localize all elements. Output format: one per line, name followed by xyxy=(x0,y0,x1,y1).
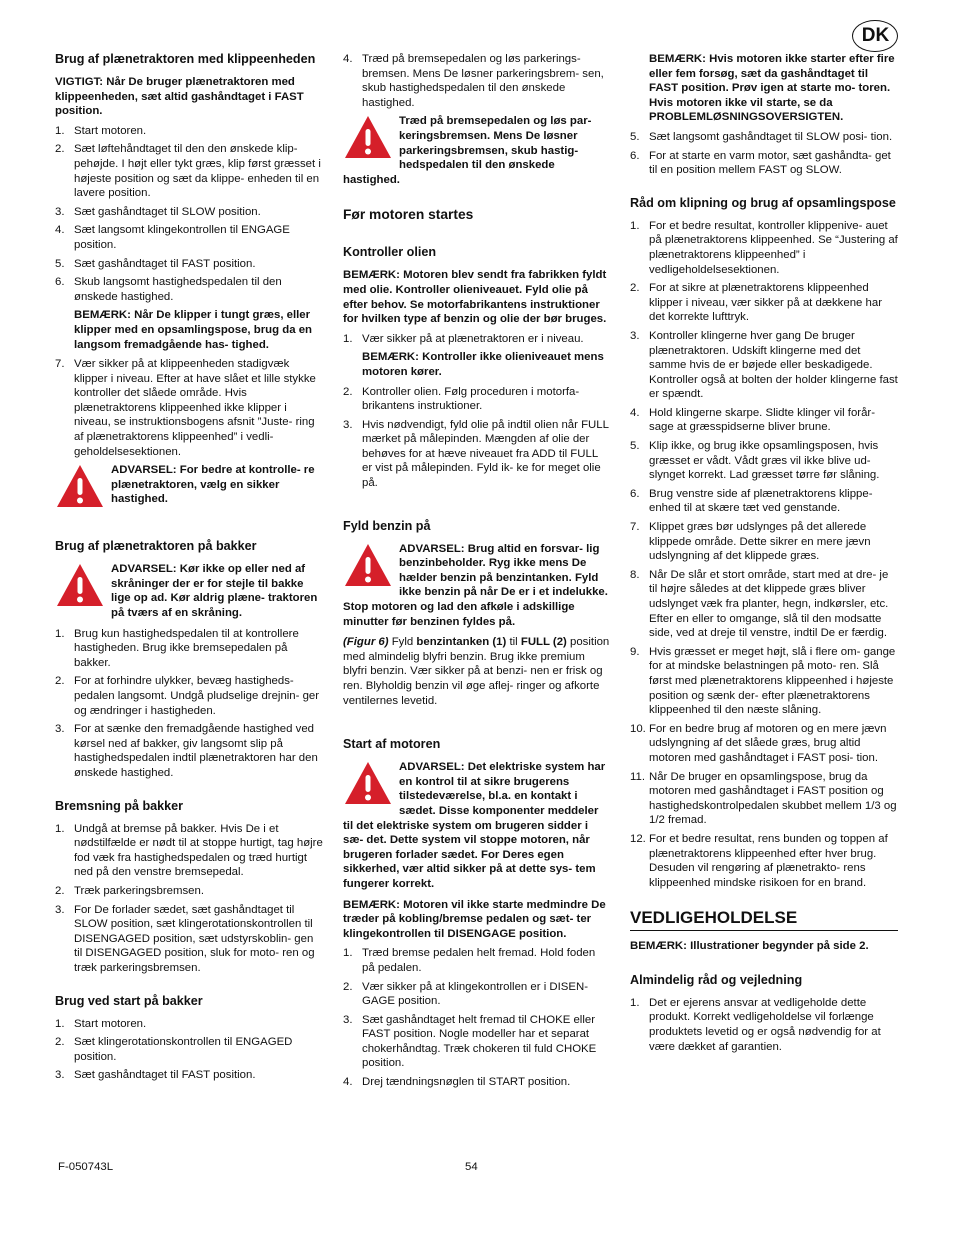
warning-text: ADVARSEL: Det elektriske system har en kontrol til at sikre brugerens tilstedeværelse, bl.a. en kontakt i sædet. Disse komponenter meddeler til det elektriske system om brugeren sidder i sæ- det. Dette system vil stoppe motoren, når brugeren forlader sædet. For Deres egen sikkerhed, vær altid sikker på at dette sys- tem fungerer korrekt. xyxy=(343,761,606,890)
item-number: 2. xyxy=(55,884,65,897)
item-number: 7. xyxy=(55,358,65,371)
list-item xyxy=(55,627,323,671)
item-text: Sæt klingerotationskontrollen til ENGAGED position. xyxy=(74,1036,293,1063)
item-number: 3. xyxy=(55,1069,65,1082)
item-number: 6. xyxy=(630,487,640,500)
item-text: Når De bruger en opsamlingspose, brug da motoren med gashåndtaget i FAST position og hastighedskontrolpedalen skubbet mellem 1/3 og 1/2 fremad. xyxy=(649,770,897,827)
item-text: Vær sikker på at klingekontrollen er i DISEN- GAGE position. xyxy=(362,980,588,1008)
section-title: Start af motoren xyxy=(343,737,441,752)
item-number: 3. xyxy=(343,1013,353,1026)
item-text: For at starte en varm motor, sæt gashåndta- get til en position mellem FAST og SLOW. xyxy=(649,149,891,177)
item-number: 2. xyxy=(630,282,640,295)
item-number: 5. xyxy=(630,130,640,143)
column-right xyxy=(630,52,898,1058)
steps-list xyxy=(55,822,323,976)
section-title: Kontroller olien xyxy=(343,245,437,260)
list-item xyxy=(55,142,323,200)
section-title: Brug af plænetraktoren med klippeenheden xyxy=(55,52,316,66)
steps-list xyxy=(343,385,611,491)
item-number: 2. xyxy=(55,675,65,688)
item-text: Sæt gashåndtaget til FAST position. xyxy=(74,257,256,270)
item-number: 5. xyxy=(630,440,640,453)
list-item xyxy=(343,52,611,110)
item-text: Sæt gashåndtaget til SLOW position. xyxy=(74,205,261,218)
list-item xyxy=(343,946,611,975)
item-text: Klip ikke, og brug ikke opsamlingsposen, hvis græsset er vådt. Vådt græs vil ikke blive ud- slynget korrekt. Lad græsset tørre før slåning. xyxy=(649,440,880,482)
item-text: Hvis nødvendigt, fyld olie på indtil olien når FULL mærket på målepinden. Mængden af olie der behøves for at hæve niveauet fra ADD til FULL er vist på målepinden. Fyld ik- ke for meget olie på. xyxy=(362,418,609,490)
list-item xyxy=(630,281,898,325)
steps-list xyxy=(343,332,611,347)
steps-list xyxy=(55,627,323,781)
list-item xyxy=(630,487,898,516)
note: BEMÆRK: Motoren vil ikke starte medmindre De træder på kobling/bremse pedalen og sæt- ter klingekontrollen til DISENGAGE position. xyxy=(343,898,606,940)
item-number: 1. xyxy=(55,627,65,640)
note: BEMÆRK: Illustrationer begynder på side 2. xyxy=(630,940,869,953)
important-note: VIGTIGT: Når De bruger plænetraktoren med klippeenheden, sæt altid gashåndtaget i FAST position. xyxy=(55,76,304,118)
section-title: Almindelig råd og vejledning xyxy=(630,972,803,987)
list-item xyxy=(55,903,323,976)
item-text: Brug venstre side af plænetraktorens klippe- enhed til at skære tæt ved genstande. xyxy=(649,487,873,515)
list-item xyxy=(630,568,898,641)
item-number: 4. xyxy=(343,53,353,65)
item-text: Skub langsomt hastighedspedalen til den ønskede hastighed. xyxy=(74,276,282,303)
item-text: For et bedre resultat, kontroller klippenive- auet på plænetraktorens klippeenhed. Se “Justering af plænetraktorens klippeenhed” i vedligeholdelsesektionen. xyxy=(649,219,898,276)
item-text: Start motoren. xyxy=(74,124,147,137)
list-item xyxy=(343,980,611,1009)
item-text: Sæt gashåndtaget helt fremad til CHOKE eller FAST position. Nogle modeller har et separat chokerhåndtag. Træk chokeren til fuld CHOKE position. xyxy=(362,1013,597,1070)
text-span: til xyxy=(506,636,521,649)
list-item xyxy=(343,332,611,347)
warning-box xyxy=(55,463,323,509)
column-left xyxy=(55,52,323,1087)
list-item xyxy=(630,770,898,828)
list-item xyxy=(630,329,898,402)
item-text: Træd på bremsepedalen og løs parkerings- bremsen. Mens De løsner parkeringsbrem- sen, skub hastighedspedalen til den ønskede hastighed. xyxy=(362,53,604,109)
note: BEMÆRK: Når De klipper i tungt græs, eller klipper med en opsamlingspose, brug da en langsom fremadgående has- tighed. xyxy=(74,309,312,351)
item-text: Sæt langsomt klingekontrollen til ENGAGE position. xyxy=(74,224,290,251)
badge-text: DK xyxy=(861,25,890,46)
item-number: 2. xyxy=(55,143,65,156)
page-number: 54 xyxy=(465,1161,478,1173)
chapter-title: VEDLIGEHOLDELSE xyxy=(630,908,898,931)
item-number: 10. xyxy=(630,722,646,735)
list-item xyxy=(343,385,611,414)
item-text: For et bedre resultat, rens bunden og toppen af plænetraktorens klippeenhed efter hver brug. Desuden vil rengøring af plænetrakto- rens klippeenhed mindske risikoen for en brand. xyxy=(649,832,888,889)
item-text: For en bedre brug af motoren og en mere jævn udslyngning af det slåede græs, brug altid motoren med gashåndtaget i FAST posi- tion. xyxy=(649,722,887,764)
list-item xyxy=(630,520,898,564)
emphasis: benzintanken (1) xyxy=(416,636,507,649)
steps-list xyxy=(630,219,898,891)
section-title: Brug ved start på bakker xyxy=(55,993,203,1008)
list-item xyxy=(55,357,323,459)
warning-box xyxy=(343,542,611,630)
item-text: For at sikre at plænetraktorens klippeenhed klipper i niveau, vær sikker på at dækkene har det korrekte lufttryk. xyxy=(649,282,882,324)
list-item xyxy=(630,406,898,435)
item-number: 9. xyxy=(630,645,640,658)
list-item xyxy=(630,832,898,890)
steps-list xyxy=(55,357,323,459)
item-number: 4. xyxy=(630,406,640,419)
list-item xyxy=(55,722,323,780)
list-item xyxy=(630,439,898,483)
emphasis: FULL (2) xyxy=(520,636,567,649)
item-number: 3. xyxy=(630,329,640,342)
item-number: 1. xyxy=(343,947,353,960)
steps-list xyxy=(343,52,611,110)
list-item xyxy=(343,418,611,491)
text-span: position med almindelig blyfri benzin. Brug ikke premium blyfri benzin. Vær sikker på at benzi- nen er frisk og ren. Blyholdig benzin vil øge aflej- ringer og afkorte ventilernes levetid. xyxy=(343,636,610,707)
section-title: Før motoren startes xyxy=(343,207,474,223)
item-text: For at forhindre ulykker, bevæg hastigheds- pedalen langsomt. Undgå pludselige drejnin- ger og ændringer i hastigheden. xyxy=(74,675,320,717)
item-number: 11. xyxy=(630,770,645,783)
warning-icon xyxy=(55,463,105,509)
item-text: For De forlader sædet, sæt gashåndtaget til SLOW position, sæt klingerotationskontrollen til DISENGAGED position, sæt udstyrskoblin- gen til DISENGAGED position, sluk for moto- ren og træk parkeringsbremsen. xyxy=(74,903,315,974)
column-middle xyxy=(343,52,611,1094)
item-number: 1. xyxy=(630,996,640,1009)
item-number: 8. xyxy=(630,568,640,581)
item-text: Klippet græs bør udslynges på det allerede klippede område. Dette sikrer en mere jævn udslyngning af det klippede græs. xyxy=(649,521,871,563)
document-id: F-050743L xyxy=(58,1161,114,1173)
list-item xyxy=(55,1017,323,1032)
item-text: Start motoren. xyxy=(74,1017,147,1030)
list-item xyxy=(55,205,323,220)
note: BEMÆRK: Hvis motoren ikke starter efter fire eller fem forsøg, sæt da gashåndtaget til FAST position. Prøv igen at starte mo- toren. Hvis motoren ikke vil starte, se da PROBLEMLØSNINGSOVERSIGTEN. xyxy=(649,53,895,124)
steps-list xyxy=(55,1017,323,1083)
list-item xyxy=(630,722,898,766)
item-text: Vær sikker på at plænetraktoren er i niveau. xyxy=(362,332,584,345)
list-item xyxy=(55,674,323,718)
warning-icon xyxy=(343,760,393,806)
note: BEMÆRK: Motoren blev sendt fra fabrikken fyldt med olie. Kontroller olieniveauet. Fyld olie på efter behov. Se motorfabrikantens instruktioner for hvilken type af benzin og olie der bør bruges. xyxy=(343,269,607,326)
list-item xyxy=(55,124,323,139)
list-item xyxy=(55,1068,323,1083)
item-number: 6. xyxy=(55,276,65,289)
item-text: Træk parkeringsbremsen. xyxy=(74,884,204,897)
item-number: 1. xyxy=(55,822,65,835)
warning-icon xyxy=(343,114,393,160)
item-text: Sæt gashåndtaget til FAST position. xyxy=(74,1069,256,1082)
warning-box xyxy=(55,562,323,620)
language-badge xyxy=(852,20,898,52)
text-span: Fyld xyxy=(388,636,417,649)
item-number: 1. xyxy=(55,1017,65,1030)
item-number: 3. xyxy=(343,418,353,431)
item-text: Kontroller klingerne hver gang De bruger plænetraktoren. Udskift klingerne med det samme hvis de er bøjede eller beskadigede. Kontroller også at bolten der holder klingerne fast er spændt. xyxy=(649,329,898,401)
item-number: 2. xyxy=(55,1036,65,1049)
item-text: Sæt løftehåndtaget til den den ønskede klip- pehøjde. I højt eller tykt græs, klip først græsset i højeste position og sæt da klippe- enheden til en lavere position. xyxy=(74,143,321,200)
item-number: 3. xyxy=(55,205,65,218)
item-text: Sæt langsomt gashåndtaget til SLOW posi- tion. xyxy=(649,130,893,143)
figure-ref: (Figur 6) xyxy=(343,636,389,649)
list-item xyxy=(55,275,323,304)
item-number: 6. xyxy=(630,149,640,162)
item-number: 4. xyxy=(55,224,65,237)
list-item xyxy=(55,257,323,272)
item-text: Vær sikker på at klippeenheden stadigvæk klipper i niveau. Efter at have slået et lille stykke kontroller det slåede område. Hvis plænetraktorens klippeenhed ikke klipper i niveau, se instruktionsbogens afsnit ”Juste- ring af plænetraktorens klippeenhed” i vedli- geholdelsesektionen. xyxy=(74,358,316,458)
list-item xyxy=(630,130,898,145)
item-text: Hvis græsset er meget højt, slå i flere om- gange for at mindske belastningen på moto- ren. Slå først med plænetraktorens klippeenhed i højeste position og sænk der- efter plænetraktorens klippeenhed til den næste slåning. xyxy=(649,645,896,717)
list-item xyxy=(343,1013,611,1071)
item-number: 1. xyxy=(630,219,640,232)
item-number: 7. xyxy=(630,521,640,534)
item-text: For at sænke den fremadgående hastighed ved kørsel ned af bakker, giv langsomt slip på hastighedspedalen indtil plænetraktoren har den ønskede hastighed. xyxy=(74,723,318,779)
item-text: Drej tændningsnøglen til START position. xyxy=(362,1076,571,1089)
warning-box xyxy=(343,114,611,187)
list-item xyxy=(55,884,323,899)
list-item xyxy=(55,1035,323,1064)
list-item xyxy=(55,822,323,880)
list-item xyxy=(343,1075,611,1090)
section-title: Brug af plænetraktoren på bakker xyxy=(55,539,257,554)
item-number: 3. xyxy=(55,723,65,736)
section-title: Bremsning på bakker xyxy=(55,798,184,813)
section-title: Råd om klipning og brug af opsamlingspose xyxy=(630,195,896,210)
item-number: 1. xyxy=(55,124,65,137)
warning-text: ADVARSEL: Kør ikke op eller ned af skråninger der er for stejle til bakke lige op ad. Kør aldrig plæne- traktoren på tværs af en skråning. xyxy=(111,563,318,620)
item-text: Undgå at bremse på bakker. Hvis De i et nødstilfælde er nødt til at stoppe hurtigt, tag højre fod væk fra hastighedspedalen og træd hurtigt ned på den venstre bremsepedal. xyxy=(74,822,323,879)
steps-list xyxy=(630,130,898,178)
steps-list xyxy=(343,946,611,1089)
fuel-paragraph xyxy=(343,635,611,708)
steps-list xyxy=(630,996,898,1054)
item-text: Hold klingerne skarpe. Slidte klinger vil forår- sage at græsspidserne bliver brune. xyxy=(649,406,876,434)
item-text: Kontroller olien. Følg proceduren i motorfa- brikantens instruktioner. xyxy=(362,385,580,413)
item-number: 12. xyxy=(630,832,646,845)
warning-text: ADVARSEL: For bedre at kontrolle- re plænetraktoren, vælg en sikker hastighed. xyxy=(111,464,315,506)
item-number: 5. xyxy=(55,257,65,270)
item-text: Brug kun hastighedspedalen til at kontrollere hastigheden. Brug ikke bremsepedalen på bakker. xyxy=(74,627,299,669)
list-item xyxy=(630,149,898,178)
item-number: 3. xyxy=(55,903,65,916)
warning-text: ADVARSEL: Brug altid en forsvar- lig benzinbeholder. Ryg ikke mens De hælder benzin på benzintanken. Fyld ikke benzin på når De er i et indelukke. Stop motoren og lad den afkøle i adskillige minutter før benzinen fyldes på. xyxy=(343,542,608,628)
steps-list xyxy=(55,124,323,305)
item-number: 2. xyxy=(343,385,353,398)
warning-box xyxy=(343,760,611,891)
item-text: Træd bremse pedalen helt fremad. Hold foden på pedalen. xyxy=(362,947,596,974)
section-title: Fyld benzin på xyxy=(343,518,431,533)
note: BEMÆRK: Kontroller ikke olieniveauet mens motoren kører. xyxy=(362,351,604,378)
item-number: 1. xyxy=(343,332,353,345)
item-number: 2. xyxy=(343,980,353,993)
item-text: Det er ejerens ansvar at vedligeholde dette produkt. Korrekt vedligeholdelse vil forlænge produktets levetid og er også nødvendig for at være dækket af garantien. xyxy=(649,996,881,1053)
list-item xyxy=(630,219,898,277)
list-item xyxy=(630,996,898,1054)
list-item xyxy=(55,223,323,252)
item-text: Når De slår et stort område, start med at dre- je til højre således at det klippede græs bliver udslynget væk fra planter, hegn, indkørsler, etc. Efter en eller to omgange, slå til den modsatte side, ved at dreje til venstre, indtil De er færdig. xyxy=(649,568,889,640)
item-number: 4. xyxy=(343,1076,353,1089)
warning-text: Træd på bremsepedalen og løs par- keringsbremsen. Mens De løsner parkeringsbremsen, skub hastig- hedspedalen til den ønskede hastighed. xyxy=(343,115,592,186)
warning-icon xyxy=(343,542,393,588)
warning-icon xyxy=(55,562,105,608)
list-item xyxy=(630,645,898,718)
